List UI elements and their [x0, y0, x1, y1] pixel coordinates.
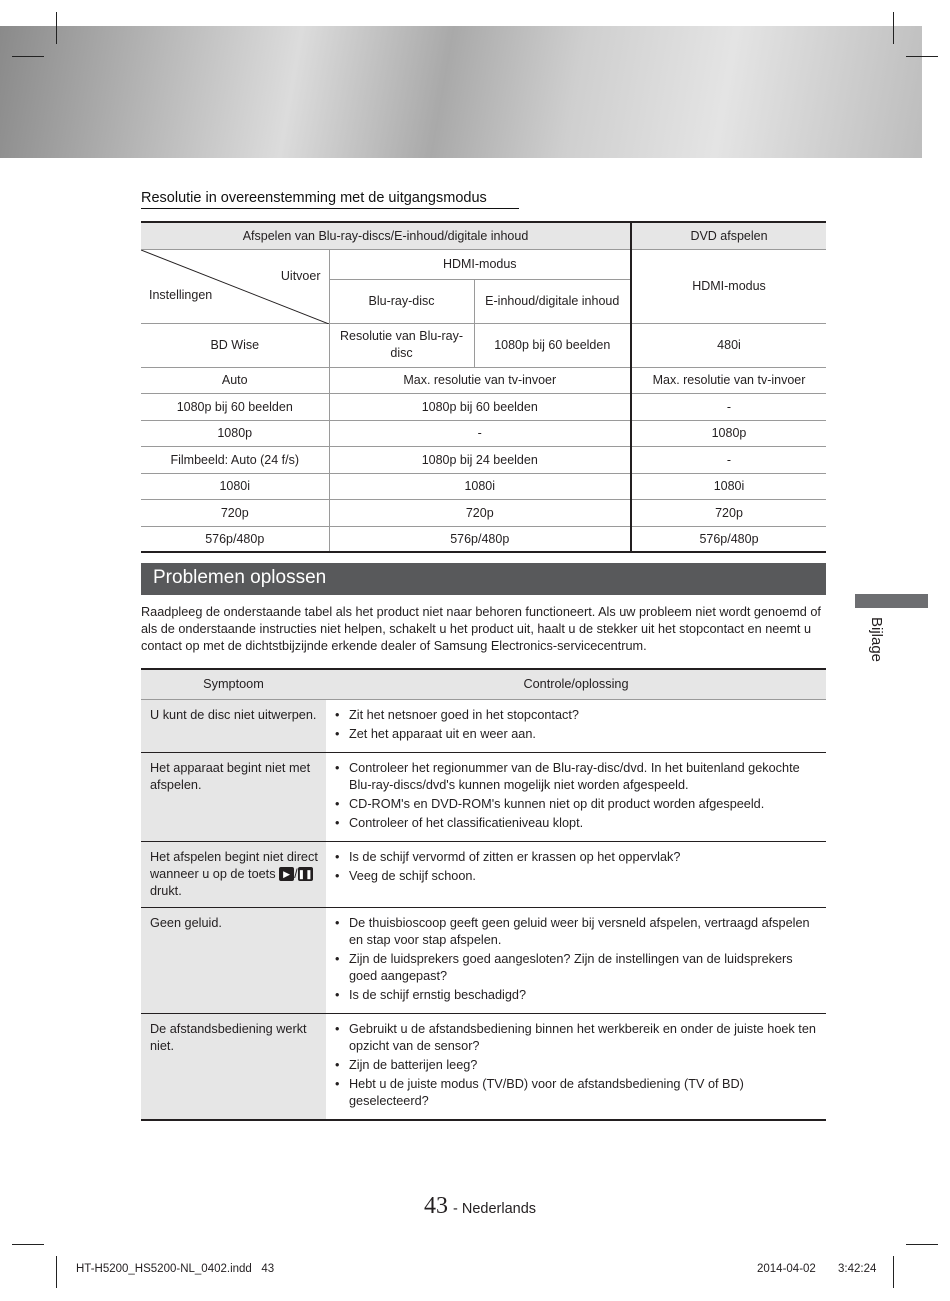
check-cell [326, 907, 826, 1013]
table-row [141, 841, 826, 907]
symptom-text: drukt. [150, 883, 182, 898]
crop-mark [12, 1244, 44, 1245]
check-item: • Gebruikt u de afstandsbediening binnen het werkbereik en onder de juiste hoek ten opzicht van de sensor? [335, 1021, 818, 1055]
value-cell: Resolutie van Blu-ray-disc [329, 323, 474, 367]
col-bluray-header: Blu-ray-disc [329, 279, 474, 323]
header-band [0, 26, 922, 158]
slug-date: 2014-04-02 [757, 1263, 816, 1275]
symptom-cell: Geen geluid. [141, 907, 326, 1013]
dvd-cell: Max. resolutie van tv-invoer [631, 367, 826, 393]
symptom-cell: Het apparaat begint niet met afspelen. [141, 752, 326, 841]
table-row [141, 499, 826, 526]
slug-filename: HT-H5200_HS5200-NL_0402.indd 43 [76, 1263, 275, 1275]
check-item: • Hebt u de juiste modus (TV/BD) voor de afstandsbediening (TV of BD) geselecteerd? [335, 1076, 818, 1110]
value-cell: Max. resolutie van tv-invoer [329, 367, 631, 393]
diag-label-output: Uitvoer [280, 268, 321, 283]
side-tab [855, 594, 928, 608]
symptom-cell: De afstandsbediening werkt niet. [141, 1013, 326, 1120]
section-title: Resolutie in overeenstemming met de uitgangsmodus [141, 190, 519, 209]
value-cell: 576p/480p [329, 526, 631, 552]
value-cell: 1080p bij 60 beelden [474, 323, 631, 367]
value-cell: 1080p bij 24 beelden [329, 446, 631, 473]
page-number: 43 [424, 1193, 448, 1219]
setting-cell: 720p [141, 499, 329, 526]
check-item: • De thuisbioscoop geeft geen geluid weer bij versneld afspelen, vertraagd afspelen en stap voor stap afspelen. [335, 915, 818, 949]
check-cell [326, 841, 826, 907]
diagonal-header-cell [141, 249, 329, 323]
slash-separator: / [294, 866, 298, 881]
table-row [141, 367, 826, 393]
side-label: Bijlage [868, 617, 885, 663]
check-item: • Controleer het regionummer van de Blu-ray-disc/dvd. In het buitenland gekochte Blu-ray-discs/dvd's kunnen mogelijk niet worden afgespeeld. [335, 760, 818, 794]
group-bd-header: Afspelen van Blu-ray-discs/E-inhoud/digitale inhoud [141, 222, 631, 249]
value-cell: 1080i [329, 473, 631, 499]
crop-mark [906, 1244, 938, 1245]
dvd-cell: 1080p [631, 420, 826, 446]
group-dvd-header: DVD afspelen [631, 222, 826, 249]
intro-paragraph: Raadpleeg de onderstaande tabel als het product niet naar behoren functioneert. Als uw probleem niet wordt genoemd of als de onderstaande instructies niet helpen, schakelt u het product uit, haalt u de stekker uit het stopcontact en neemt u contact op met de dichtstbijzijnde erkende dealer of Samsung Electronics-servicecentrum. [141, 605, 821, 653]
diagonal-line [141, 250, 329, 324]
dvd-cell: 1080i [631, 473, 826, 499]
resolution-table [141, 221, 826, 553]
setting-cell: 1080i [141, 473, 329, 499]
play-icon: ▶ [279, 867, 294, 881]
check-cell [326, 752, 826, 841]
table-row [141, 699, 826, 752]
setting-cell: Filmbeeld: Auto (24 f/s) [141, 446, 329, 473]
page-language: - Nederlands [453, 1201, 537, 1217]
table-row [141, 393, 826, 420]
check-cell [326, 699, 826, 752]
check-header: Controle/oplossing [326, 669, 826, 699]
table-row [141, 420, 826, 446]
dvd-cell: - [631, 393, 826, 420]
value-cell: - [329, 420, 631, 446]
setting-cell: BD Wise [141, 323, 329, 367]
dvd-cell: 576p/480p [631, 526, 826, 552]
table-row [141, 323, 826, 367]
col-einhoud-header: E-inhoud/digitale inhoud [474, 279, 631, 323]
slug-time: 3:42:24 [838, 1263, 877, 1275]
check-item: • Controleer of het classificatieniveau klopt. [335, 815, 818, 832]
hdmi-dvd-header: HDMI-modus [631, 249, 826, 323]
check-item: • Veeg de schijf schoon. [335, 868, 818, 885]
crop-mark [893, 1256, 894, 1288]
setting-cell: 1080p [141, 420, 329, 446]
check-item: • Is de schijf vervormd of zitten er krassen op het oppervlak? [335, 849, 818, 866]
check-item: • Zijn de luidsprekers goed aangesloten? Zijn de instellingen van de luidsprekers goed aangepast? [335, 951, 818, 985]
troubleshooting-table [141, 668, 826, 1121]
crop-mark [906, 56, 938, 57]
crop-mark [56, 12, 57, 44]
table-row [141, 907, 826, 1013]
dvd-cell: 720p [631, 499, 826, 526]
dvd-cell: - [631, 446, 826, 473]
check-item: • Zijn de batterijen leeg? [335, 1057, 818, 1074]
symptom-cell [141, 841, 326, 907]
dvd-cell: 480i [631, 323, 826, 367]
check-item: • Zit het netsnoer goed in het stopcontact? [335, 707, 818, 724]
setting-cell: 1080p bij 60 beelden [141, 393, 329, 420]
symptom-header: Symptoom [141, 669, 326, 699]
check-item: • CD-ROM's en DVD-ROM's kunnen niet op dit product worden afgespeeld. [335, 796, 818, 813]
value-cell: 1080p bij 60 beelden [329, 393, 631, 420]
symptom-text: Het afspelen begint niet direct wanneer u op de toets [150, 849, 318, 881]
pause-icon: ❚❚ [297, 869, 313, 880]
symptom-cell: U kunt de disc niet uitwerpen. [141, 699, 326, 752]
crop-mark [56, 1256, 57, 1288]
table-row [141, 752, 826, 841]
check-item: • Is de schijf ernstig beschadigd? [335, 987, 818, 1004]
table-row [141, 446, 826, 473]
check-cell [326, 1013, 826, 1120]
table-row [141, 473, 826, 499]
diag-label-settings: Instellingen [149, 287, 213, 302]
value-cell: 720p [329, 499, 631, 526]
table-row [141, 526, 826, 552]
setting-cell: 576p/480p [141, 526, 329, 552]
setting-cell: Auto [141, 367, 329, 393]
check-item: • Zet het apparaat uit en weer aan. [335, 726, 818, 743]
section-banner: Problemen oplossen [141, 563, 826, 595]
hdmi-bd-header: HDMI-modus [329, 249, 631, 279]
crop-mark [12, 56, 44, 57]
crop-mark [893, 12, 894, 44]
table-row [141, 1013, 826, 1120]
